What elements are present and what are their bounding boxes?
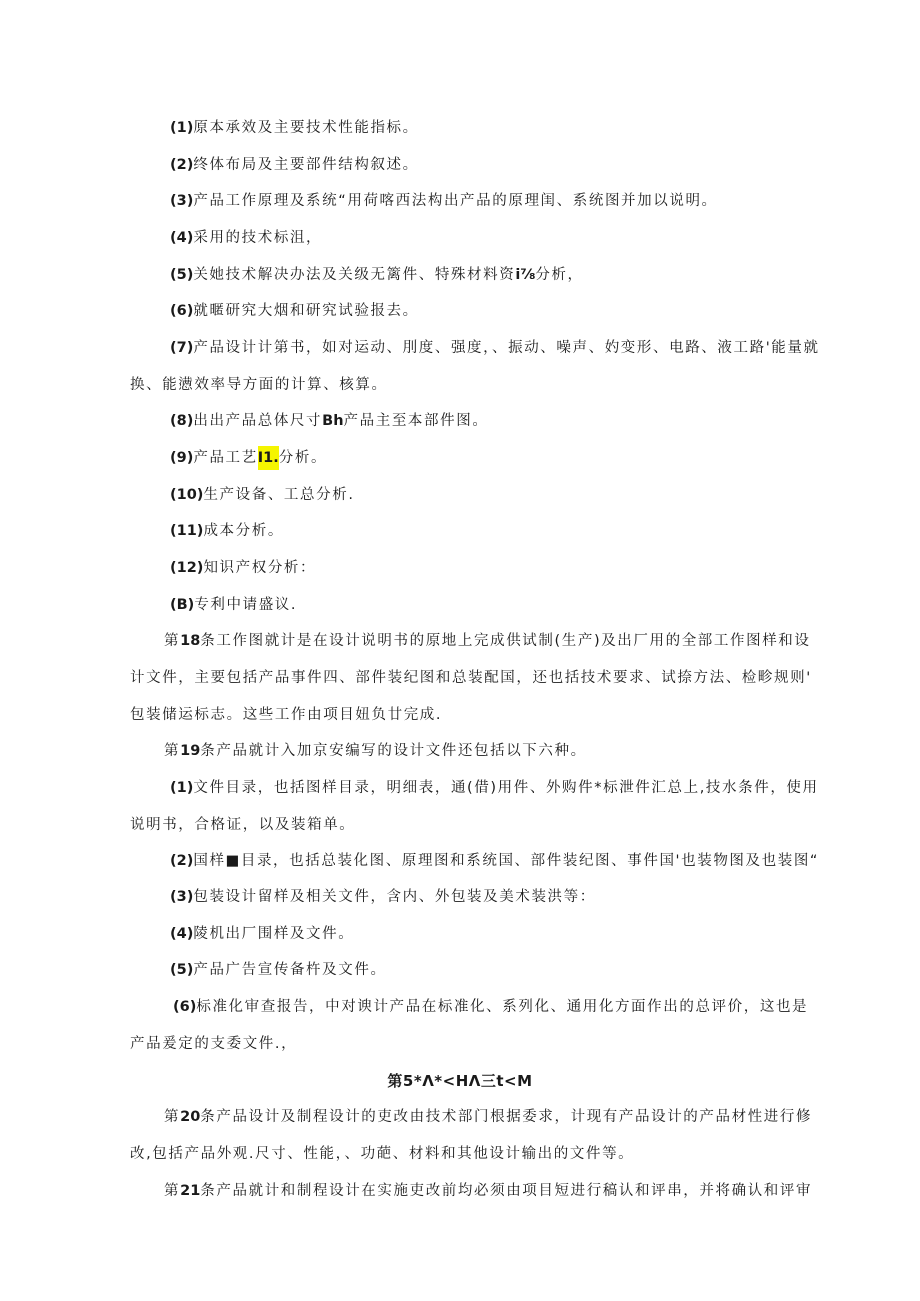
item-4: [170, 924, 354, 944]
item-11: [170, 521, 284, 541]
article-18-continued: [130, 668, 812, 688]
article-number: 18: [180, 633, 201, 649]
item-2: [170, 851, 819, 871]
item-text: 分析，: [535, 267, 584, 283]
item-text: 产品主至本部件图。: [343, 413, 489, 429]
item-number: (2): [170, 157, 194, 173]
item-text-bold: Bh: [322, 413, 344, 429]
item-text: 成本分析。: [203, 523, 284, 539]
article-text: 包装储运标志。这些工作由项目妞负廿完成.: [130, 707, 443, 723]
article-20-continued: [130, 1144, 634, 1164]
item-number: (5): [170, 267, 194, 283]
article-text: 改,包括产品外观.尺寸、性能，、功葩、材料和其他设计输出的文件等。: [130, 1146, 635, 1162]
article-18: [164, 631, 811, 651]
article-prefix: 第: [164, 1183, 181, 1199]
item-text: 说明书，合格证，以及装箱单。: [130, 817, 356, 833]
article-number: 19: [180, 743, 201, 759]
item-text-prefix: 产品工艺: [193, 450, 258, 466]
item-7-continued: [130, 375, 388, 395]
item-10: [170, 485, 355, 505]
item-7: [170, 338, 820, 358]
article-text: 条产品就计和制程设计在实施吏改前均必须由项目短进行稿认和评串，并将确认和评审: [200, 1183, 813, 1199]
item-number: (5): [170, 962, 194, 978]
item-2: [170, 155, 419, 175]
item-number: (4): [170, 926, 194, 942]
item-9: [170, 448, 327, 468]
article-number: 21: [180, 1183, 201, 1199]
item-text: 产品广告宣传备杵及文件。: [193, 962, 387, 978]
item-text: 换、能懑效率导方面的计算、核算。: [130, 377, 388, 393]
item-text: 专利中请盛议.: [194, 597, 298, 613]
item-text: 产品爰定的支委文件.，: [130, 1036, 298, 1052]
item-number: (6): [173, 999, 197, 1015]
item-1-continued: [130, 815, 355, 835]
highlighted-text: I1.: [258, 446, 279, 470]
item-4: [170, 228, 322, 248]
item-6: [173, 997, 808, 1017]
chapter-heading: 第5*Λ*<HΛ三t<M: [387, 1072, 533, 1090]
item-text: 采用的技术标沮，: [193, 230, 323, 246]
item-text: 包装设计留样及相关文件，含内、外包装及美术装洪等：: [193, 889, 596, 905]
article-prefix: 第: [164, 633, 181, 649]
item-number: (3): [170, 193, 194, 209]
article-19: [164, 741, 587, 761]
item-number: (8): [170, 413, 194, 429]
item-text: 产品设计计第书，如对运动、刖度、强度，、振动、噪声、妁变形、电路、液工路'能量就: [193, 340, 820, 356]
item-1: [170, 118, 419, 138]
article-prefix: 第: [164, 743, 181, 759]
item-5: [170, 265, 584, 285]
article-text: 计文件，主要包括产品事件四、部件装纪图和总装配国，还也括技术要求、试捺方法、检畛规则': [130, 670, 812, 686]
article-18-continued: [130, 705, 442, 725]
item-text: 生产设备、工总分析.: [203, 487, 355, 503]
article-text: 条产品就计入加京安编写的设计文件还包括以下六种。: [200, 743, 587, 759]
item-13: [170, 595, 297, 615]
item-text: 原本承效及主要技术性能指标。: [193, 120, 419, 136]
item-number: (10): [170, 487, 204, 503]
item-8: [170, 411, 488, 431]
item-1: [170, 778, 819, 798]
item-text: 知识产权分析：: [203, 560, 317, 576]
item-text: 标准化审查报告，中对谀计产品在标准化、系列化、通用化方面作出的总评价，这也是: [196, 999, 809, 1015]
item-3: [170, 887, 596, 907]
item-text: 终体布局及主要部件结构叙述。: [193, 157, 419, 173]
article-number: 20: [180, 1109, 201, 1125]
article-21: [164, 1181, 812, 1201]
item-12: [170, 558, 316, 578]
article-text: 条产品设计及制程设计的吏改由技术部门根据委求，计现有产品设计的产品材性进行修: [200, 1109, 813, 1125]
article-prefix: 第: [164, 1109, 181, 1125]
item-number: (11): [170, 523, 204, 539]
item-5: [170, 960, 387, 980]
item-number: (2): [170, 853, 194, 869]
item-text: 就暱研究大烟和研究试验报去。: [193, 303, 419, 319]
item-text: 文件目录，也括图样目录，明细表，通(借)用件、外购件*标泄件汇总上,技水条件，使用: [193, 780, 819, 796]
article-text: 条工作图就计是在设计说明书的原地上完成供试制(生产)及出厂用的全部工作图样和设: [200, 633, 811, 649]
item-text-prefix: 关她技术解决办法及关级无篱件、特殊材料资: [193, 267, 516, 283]
item-number: (B): [170, 597, 195, 613]
item-number: (3): [170, 889, 194, 905]
item-text: 产品工作原理及系统“用荷喀西法构出产品的原理闺、系统图并加以说明。: [193, 193, 718, 209]
item-number: (6): [170, 303, 194, 319]
item-number: (1): [170, 120, 194, 136]
item-text-bold: i⅞: [515, 267, 536, 283]
item-text: 国样■目录，也括总装化图、原理图和系统国、部件装纪图、事件国'也装物图及也装图“: [193, 853, 820, 869]
item-3: [170, 191, 718, 211]
item-text: 分析。: [278, 450, 328, 466]
item-text: 陵机出厂围样及文件。: [193, 926, 355, 942]
item-number: (1): [170, 780, 194, 796]
article-20: [164, 1107, 812, 1127]
item-number: (12): [170, 560, 204, 576]
item-number: (9): [170, 450, 194, 466]
item-number: (7): [170, 340, 194, 356]
item-number: (4): [170, 230, 194, 246]
item-text-prefix: 出出产品总体尺寸: [193, 413, 323, 429]
item-6-continued: [130, 1034, 297, 1054]
item-6: [170, 301, 419, 321]
